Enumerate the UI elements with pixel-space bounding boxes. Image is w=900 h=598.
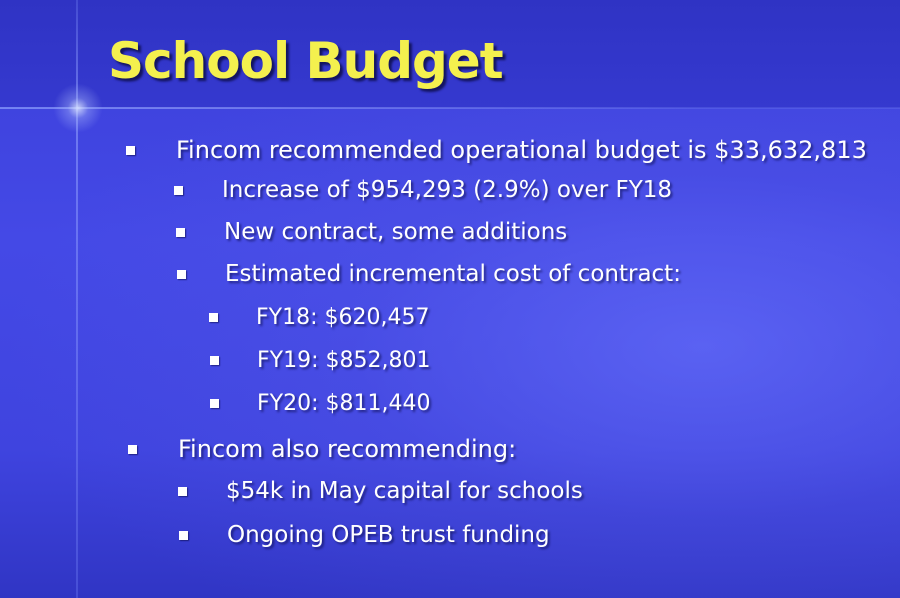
slide-title: School Budget bbox=[108, 32, 503, 90]
bullet-item bbox=[178, 478, 583, 504]
bullet-item bbox=[128, 435, 516, 463]
bullet-item bbox=[210, 348, 430, 373]
square-bullet-icon bbox=[209, 313, 218, 322]
bullet-text: FY20: $811,440 bbox=[257, 391, 431, 416]
bullet-text: Fincom recommended operational budget is $33,632,813 bbox=[176, 136, 867, 164]
square-bullet-icon bbox=[128, 445, 137, 454]
bullet-item bbox=[126, 136, 867, 164]
bullet-item bbox=[179, 522, 550, 548]
bullet-item bbox=[177, 261, 681, 287]
bullet-item bbox=[174, 177, 672, 203]
bullet-text: $54k in May capital for schools bbox=[226, 478, 583, 504]
square-bullet-icon bbox=[179, 531, 188, 540]
bullet-text: Ongoing OPEB trust funding bbox=[227, 522, 550, 548]
bullet-text: FY19: $852,801 bbox=[257, 348, 431, 373]
square-bullet-icon bbox=[176, 228, 185, 237]
bullet-text: Fincom also recommending: bbox=[178, 435, 517, 463]
square-bullet-icon bbox=[126, 146, 135, 155]
square-bullet-icon bbox=[210, 356, 219, 365]
bullet-text: Increase of $954,293 (2.9%) over FY18 bbox=[222, 177, 673, 203]
bullet-item bbox=[209, 305, 429, 330]
square-bullet-icon bbox=[178, 487, 187, 496]
bullet-text: Estimated incremental cost of contract: bbox=[225, 261, 681, 287]
square-bullet-icon bbox=[174, 186, 183, 195]
square-bullet-icon bbox=[177, 270, 186, 279]
bullet-text: New contract, some additions bbox=[224, 219, 568, 245]
bullet-item bbox=[176, 219, 567, 245]
bullet-text: FY18: $620,457 bbox=[256, 305, 430, 330]
bullet-item bbox=[210, 391, 430, 416]
square-bullet-icon bbox=[210, 399, 219, 408]
